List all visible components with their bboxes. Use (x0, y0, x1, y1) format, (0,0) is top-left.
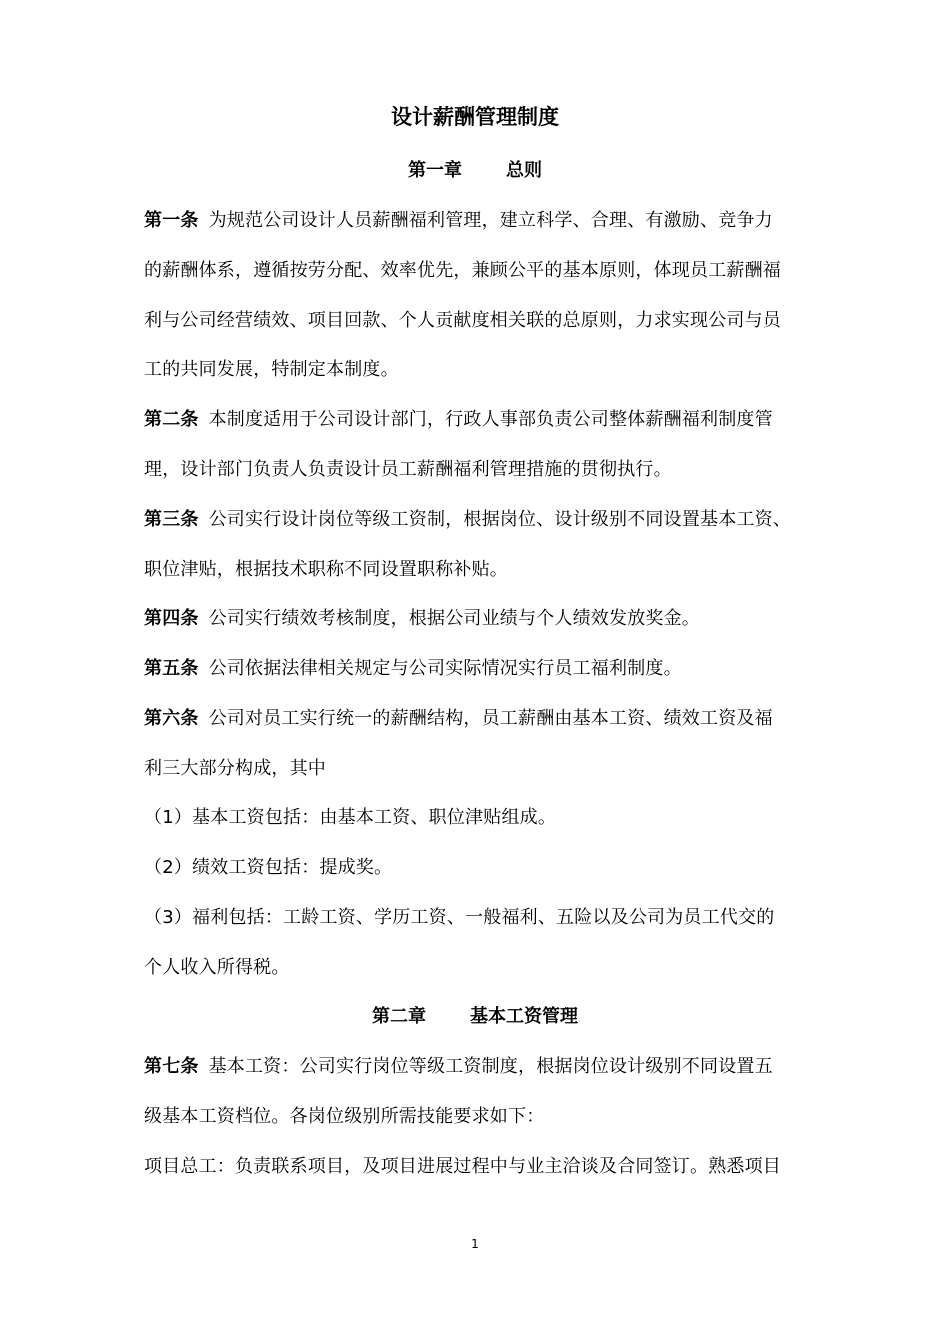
article-2-line-2: 理，设计部门负责人负责设计员工薪酬福利管理措施的贯彻执行。 (144, 459, 672, 480)
article-4-line-1 (144, 604, 824, 634)
article-1-line-4: 工的共同发展，特制定本制度。 (144, 359, 399, 380)
article-6-label: 第六条 (144, 708, 199, 729)
chapter-2-number: 第二章 (372, 1006, 426, 1027)
article-1-line-2: 的薪酬体系，遵循按劳分配、效率优先，兼顾公平的基本原则，体现员工薪酬福 (144, 260, 781, 281)
article-4-label: 第四条 (144, 608, 199, 629)
article-7-line-1 (144, 1052, 824, 1082)
article-6-line-1 (144, 704, 824, 734)
article-6-line-2: 利三大部分构成，其中 (144, 758, 326, 779)
list-item-3-continued: 个人收入所得税。 (144, 957, 290, 978)
chapter-2-name: 基本工资管理 (470, 1006, 578, 1027)
article-2-text: 本制度适用于公司设计部门，行政人事部负责公司整体薪酬福利制度管 (208, 409, 773, 430)
article-2-line-1 (144, 405, 824, 435)
article-1-text: 为规范公司设计人员薪酬福利管理，建立科学、合理、有激励、竞争力 (208, 210, 773, 231)
list-item-2: （2）绩效工资包括：提成奖。 (144, 857, 393, 878)
article-1-label: 第一条 (144, 210, 199, 231)
article-3-line-2: 职位津贴，根据技术职称不同设置职称补贴。 (144, 559, 508, 580)
article-1-line-1 (144, 206, 824, 236)
article-4-text: 公司实行绩效考核制度，根据公司业绩与个人绩效发放奖金。 (208, 608, 701, 629)
article-7-text: 基本工资：公司实行岗位等级工资制度，根据岗位设计级别不同设置五 (208, 1056, 773, 1077)
article-3-text: 公司实行设计岗位等级工资制，根据岗位、设计级别不同设置基本工资、 (208, 509, 792, 530)
article-5-text: 公司依据法律相关规定与公司实际情况实行员工福利制度。 (208, 658, 682, 679)
chapter-1-number: 第一章 (408, 160, 462, 181)
article-7-label: 第七条 (144, 1056, 199, 1077)
article-7-line-2: 级基本工资档位。各岗位级别所需技能要求如下： (144, 1106, 545, 1127)
list-item-3: （3）福利包括：工龄工资、学历工资、一般福利、五险以及公司为员工代交的 (144, 907, 775, 928)
article-1-line-3: 利与公司经营绩效、项目回款、个人贡献度相关联的总原则，力求实现公司与员 (144, 310, 781, 331)
chapter-1-name: 总则 (506, 160, 542, 181)
article-2-label: 第二条 (144, 409, 199, 430)
document-title: 设计薪酬管理制度 (391, 105, 559, 129)
list-item-1: （1）基本工资包括：由基本工资、职位津贴组成。 (144, 807, 557, 828)
page-number: 1 (471, 1237, 479, 1251)
article-5-line-1 (144, 654, 824, 684)
article-3-line-1 (144, 505, 824, 535)
chapter-1-heading (0, 156, 950, 186)
article-3-label: 第三条 (144, 509, 199, 530)
article-5-label: 第五条 (144, 658, 199, 679)
paragraph-project-lead: 项目总工：负责联系项目，及项目进展过程中与业主洽谈及合同签订。熟悉项目 (144, 1156, 781, 1177)
article-6-text: 公司对员工实行统一的薪酬结构，员工薪酬由基本工资、绩效工资及福 (208, 708, 773, 729)
chapter-2-heading (0, 1002, 950, 1032)
